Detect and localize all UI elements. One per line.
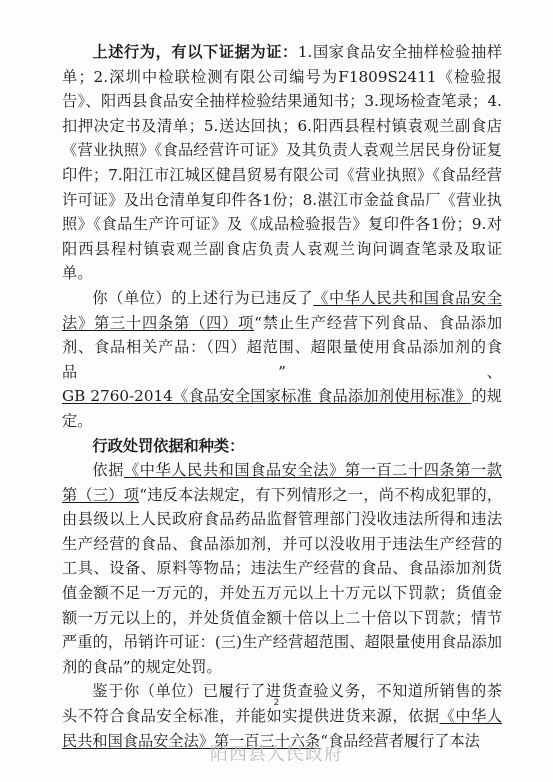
- violation-paragraph: [62, 286, 502, 434]
- legal-citation: 《中华人民共和国食品安全法》第一百三十六条: [62, 707, 503, 750]
- page-number: 2: [273, 698, 280, 708]
- evidence-paragraph: [62, 40, 502, 286]
- document-body: [62, 40, 502, 753]
- text-run: 你（单位）的上述行为已违反了: [92, 288, 314, 307]
- text-run: 依据: [92, 461, 124, 480]
- bold-text: 上述行为，有以下证据为证：: [92, 43, 298, 61]
- text-run: “食品经营者履行了本法: [320, 731, 480, 750]
- legal-citation: GB 2760-2014《食品安全国家标准 食品添加剂使用标准》: [62, 387, 472, 406]
- penalty-basis-heading: [62, 434, 502, 459]
- legal-citation: 《中华人民共和国食品安全法》第一百二十四条第一款第（三）项: [62, 461, 503, 504]
- watermark: 阳西县人民政府: [210, 744, 343, 765]
- penalty-basis-paragraph: [62, 458, 502, 679]
- text-run: 1.国家食品安全抽样检验抽样单；2.深圳中检联检测有限公司编号为F1809S2411《检验报告》、阳西县食品安全抽样检验结果通知书；3.现场检查笔录；4.扣押决定书及清单；5.送达回执；6.阳西县程村镇袁观兰副食店《营业执照》《食品经营许可证》及其负责人袁观兰居民身份证复印件；7.阳江市江城区健昌贸易有限公司《营业执照》《食品经营许可证》及出仓清单复印件各1份；8.湛江市金益食品厂《营业执照》《食品生产许可证》及《成品检验报告》复印件各1份；9.对阳西县程村镇袁观兰副食店负责人袁观兰询问调查笔录及取证单。: [62, 43, 503, 283]
- text-run: 鉴于你（单位）已履行了进货查验义务，不知道所销售的茶头不符合食品安全标准，并能如实提供进货来源，依据: [62, 682, 502, 726]
- bold-text: 行政处罚依据和种类：: [92, 436, 245, 455]
- text-run: 的规定。: [62, 387, 502, 430]
- text-run: “违反本法规定，有下列情形之一，尚不构成犯罪的，由县级以上人民政府食品药品监督管理部门没收违法所得和违法生产经营的食品、食品添加剂，并可以没收用于违法生产经营的工具、设备、原料等物品；违法生产经营的食品、食品添加剂货值金额不足一万元的，并处五万元以上十万元以下罚款；货值金额一万元以上的，并处货值金额十倍以上二十倍以下罚款；情节严重的，吊销许可证：(三)生产经营超范围、超限量使用食品添加剂的食品”的规定处罚。: [62, 485, 503, 676]
- text-run: “禁止生产经营下列食品、食品添加剂、食品相关产品：（四）超范围、超限量使用食品添加剂的食品”、: [62, 313, 503, 381]
- legal-citation: 《中华人民共和国食品安全法》第三十四条第（四）项: [62, 288, 503, 332]
